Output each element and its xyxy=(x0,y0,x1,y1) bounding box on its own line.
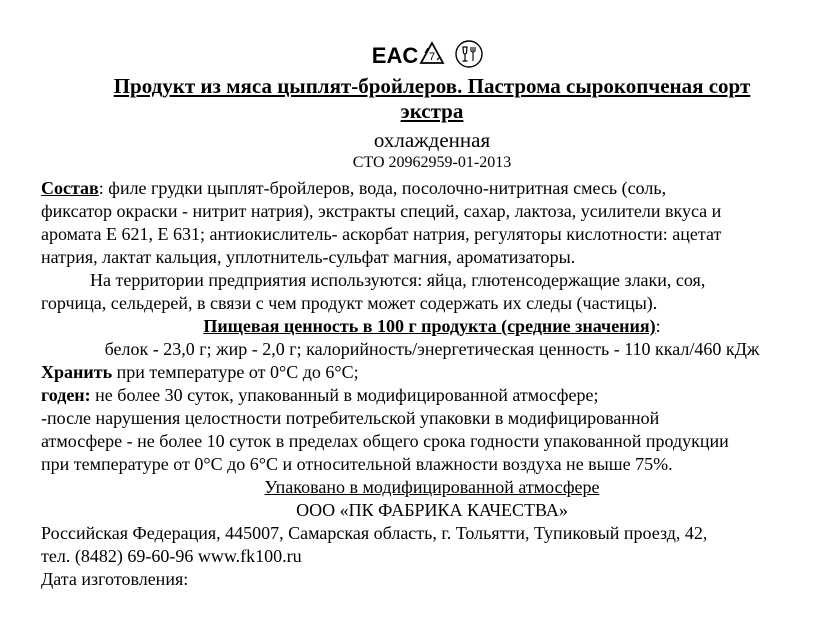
nutrition-heading xyxy=(40,315,824,338)
manufacturer-name: ООО «ПК ФАБРИКА КАЧЕСТВА» xyxy=(296,500,568,520)
glass-fork-food-safe-icon xyxy=(454,39,484,69)
standard-code: СТО 20962959-01-2013 xyxy=(352,154,512,171)
product-title xyxy=(40,74,824,124)
recycle-triangle-icon xyxy=(418,40,446,68)
svg-text:EAC: EAC xyxy=(371,43,419,68)
title-line-1: Продукт из мяса цыплят-бройлеров. Пастрома сырокопченая сорт xyxy=(113,74,751,98)
packaging-note xyxy=(40,476,824,499)
composition-label: Состав xyxy=(41,178,99,198)
product-subtitle: охлажденная xyxy=(373,128,491,152)
shelf-life-label: годен: xyxy=(41,385,91,405)
composition-text: : филе грудки цыплят-бройлеров, вода, посолочно-нитритная смесь (соль, xyxy=(98,178,667,198)
shelf-life-line-4: при температуре от 0°С до 6°С и относительной влажности воздуха не выше 75%. xyxy=(41,454,673,474)
shelf-life-text: не более 30 суток, упакованный в модифицированной атмосфере; xyxy=(90,385,599,405)
allergens-line-2: горчица, сельдерей, в связи с чем продукт может содержать их следы (частицы). xyxy=(41,293,658,313)
nutrition-heading-tail: : xyxy=(655,316,661,336)
composition-line-1 xyxy=(41,177,666,200)
manufacturer-contacts: тел. (8482) 69-60-96 www.fk100.ru xyxy=(41,546,302,566)
shelf-life-line-1 xyxy=(41,384,598,407)
manufacturer-address: Российская Федерация, 445007, Самарская область, г. Тольятти, Тупиковый проезд, 42, xyxy=(41,523,708,543)
production-date-label: Дата изготовления: xyxy=(41,569,189,589)
composition-line-4: натрия, лактат кальция, уплотнитель-сульфат магния, ароматизаторы. xyxy=(41,247,576,267)
storage-line xyxy=(41,361,359,384)
svg-text:7: 7 xyxy=(428,51,436,63)
packaging-note-text: Упаковано в модифицированной атмосфере xyxy=(264,477,600,497)
allergens-line-1: На территории предприятия используются: яйца, глютенсодержащие злаки, соя, xyxy=(90,270,706,290)
nutrition-values: белок - 23,0 г; жир - 2,0 г; калорийность/энергетическая ценность - 110 ккал/460 кДж xyxy=(104,339,760,359)
storage-label: Хранить xyxy=(41,362,113,382)
composition-line-3: аромата Е 621, Е 631; антиокислитель- аскорбат натрия, регуляторы кислотности: ацетат xyxy=(41,224,722,244)
composition-line-2: фиксатор окраски - нитрит натрия), экстракты специй, сахар, лактоза, усилители вкуса и xyxy=(41,201,722,221)
nutrition-heading-text: Пищевая ценность в 100 г продукта (средние значения) xyxy=(203,316,656,336)
eac-conformity-mark-icon xyxy=(371,40,419,68)
storage-text: при температуре от 0°С до 6°С; xyxy=(112,362,359,382)
shelf-life-line-2: -после нарушения целостности потребительской упаковки в модифицированной xyxy=(41,408,660,428)
certification-marks xyxy=(371,38,484,70)
title-line-2: экстра xyxy=(400,99,464,123)
shelf-life-line-3: атмосфере - не более 10 суток в пределах общего срока годности упакованной продукции xyxy=(41,431,729,451)
